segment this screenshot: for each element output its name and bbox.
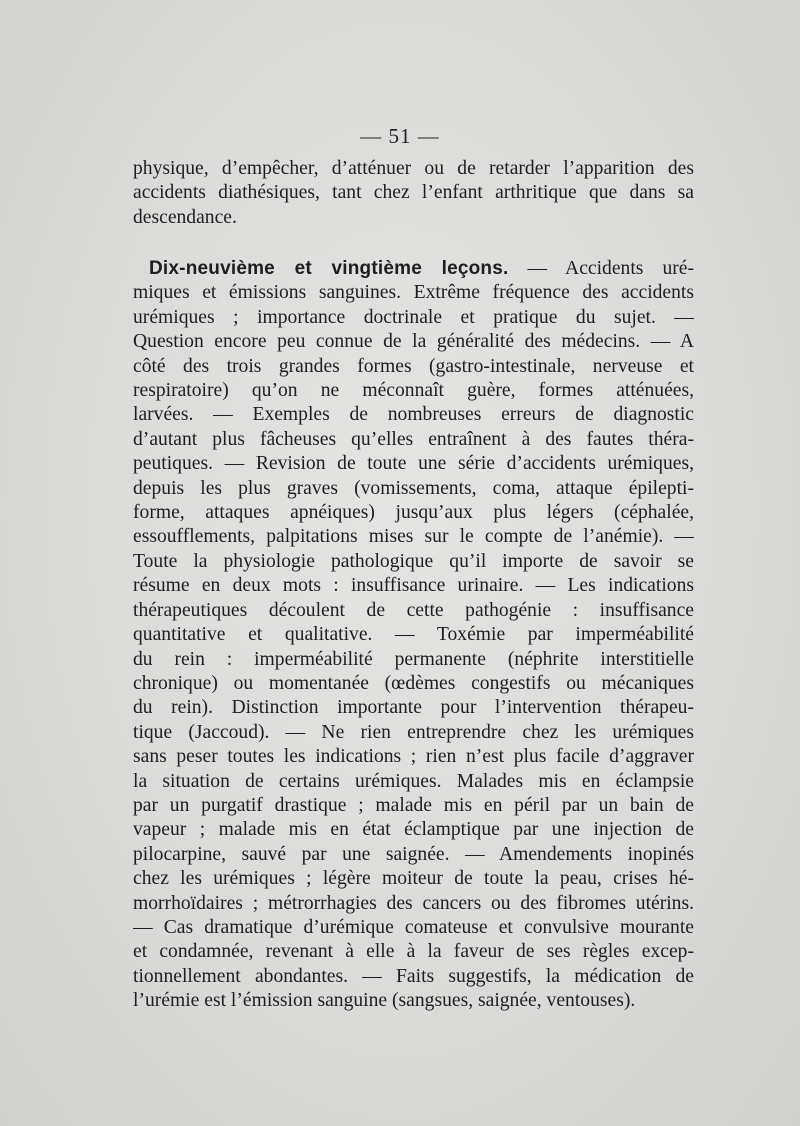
- text-line: pilocarpine, sauvé par une saignée. — Amendements inopinés: [133, 843, 694, 865]
- heading-line: [133, 257, 694, 281]
- text-line: essoufflements, palpitations mises sur le compte de l’anémie). —: [133, 526, 694, 548]
- text-line: l’urémie est l’émission sanguine (sangsues, saignée, ventouses).: [133, 990, 636, 1012]
- intro-paragraph: [133, 157, 694, 230]
- text-line: miques et émissions sanguines. Extrême fréquence des accidents: [133, 282, 694, 304]
- text-line: depuis les plus graves (vomissements, coma, attaque épilepti-: [133, 477, 694, 499]
- text-line: tique (Jaccoud). — Ne rien entreprendre chez les urémiques: [133, 721, 694, 743]
- heading-line-rest: — Accidents uré-: [508, 258, 694, 279]
- text-line: par un purgatif drastique ; malade mis en péril par un bain de: [133, 794, 694, 816]
- text-line: et condamnée, revenant à elle à la faveur de ses règles excep-: [133, 941, 694, 963]
- text-line: forme, attaques apnéiques) jusqu’aux plus légers (céphalée,: [133, 502, 694, 524]
- page-number: — 51 —: [360, 124, 440, 148]
- text-line: — Cas dramatique d’urémique comateuse et convulsive mourante: [133, 916, 694, 938]
- text-line: respiratoire) qu’on ne méconnaît guère, formes atténuées,: [133, 380, 694, 402]
- text-line: descendance.: [133, 206, 237, 228]
- text-line: la situation de certains urémiques. Malades mis en éclampsie: [133, 770, 694, 792]
- text-line: côté des trois grandes formes (gastro-intestinale, nerveuse et: [133, 355, 694, 377]
- text-line: morrhoïdaires ; métrorrhagies des cancers ou des fibromes utérins.: [133, 892, 694, 914]
- text-line: physique, d’empêcher, d’atténuer ou de retarder l’apparition des: [133, 158, 694, 179]
- text-line: peutiques. — Revision de toute une série d’accidents urémiques,: [133, 453, 694, 475]
- text-line: tionnellement abondantes. — Faits suggestifs, la médication de: [133, 965, 694, 987]
- text-line: d’autant plus fâcheuses qu’elles entraînent à des fautes théra-: [133, 428, 694, 450]
- text-line: chez les urémiques ; légère moiteur de toute la peau, crises hé-: [133, 868, 694, 890]
- text-line: Question encore peu connue de la généralité des médecins. — A: [133, 331, 694, 353]
- text-line: vapeur ; malade mis en état éclamptique par une injection de: [133, 819, 694, 841]
- text-line: résume en deux mots : insuffisance urinaire. — Les indications: [133, 575, 694, 597]
- text-line: quantitative et qualitative. — Toxémie par imperméabilité: [133, 624, 694, 646]
- lesson-paragraph: [133, 257, 694, 1014]
- section-heading: Dix-neuvième et vingtième leçons.: [149, 258, 509, 279]
- text-line: thérapeutiques découlent de cette pathogénie : insuffisance: [133, 599, 694, 621]
- text-line: Toute la physiologie pathologique qu’il importe de savoir se: [133, 550, 694, 572]
- text-line: du rein). Distinction importante pour l’intervention thérapeu-: [133, 697, 694, 719]
- text-line: chronique) ou momentanée (œdèmes congestifs ou mécaniques: [133, 672, 694, 694]
- text-line: urémiques ; importance doctrinale et pratique du sujet. —: [133, 306, 694, 328]
- text-line: accidents diathésiques, tant chez l’enfant arthritique que dans sa: [133, 182, 694, 204]
- text-line: sans peser toutes les indications ; rien n’est plus facile d’aggraver: [133, 746, 694, 768]
- text-line: larvées. — Exemples de nombreuses erreurs de diagnostic: [133, 404, 694, 426]
- text-line: du rein : imperméabilité permanente (néphrite interstitielle: [133, 648, 694, 670]
